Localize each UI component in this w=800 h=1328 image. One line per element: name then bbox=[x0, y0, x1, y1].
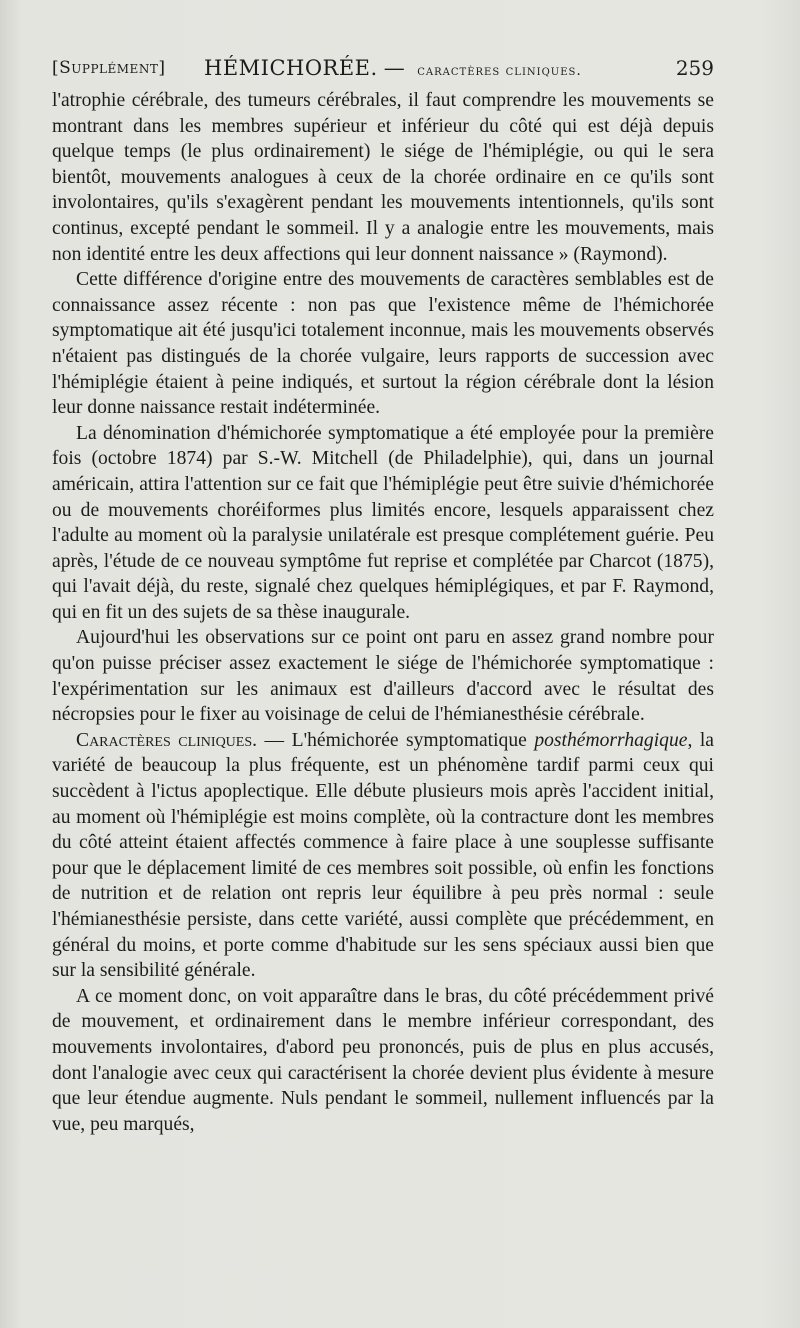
paragraph-2 bbox=[52, 267, 714, 421]
body-text bbox=[52, 88, 714, 1137]
header-title-group bbox=[204, 56, 582, 80]
page-number: 259 bbox=[675, 56, 714, 80]
header-section-label: [Supplément] bbox=[52, 58, 166, 78]
paragraph-1 bbox=[52, 88, 714, 267]
paragraph-text: A ce moment donc, on voit apparaître dans le bras, du côté précédemment privé de mouvement, et ordinairement dans le membre inférieur correspondant, des mouvements involontaires, d'abord peu prononcés, puis de plus en plus accusés, dont l'analogie avec ceux qui caractérisent la chorée devient plus évidente à mesure que leur étendue augmente. Nuls pendant le sommeil, nullement influencés par la vue, peu marqués, bbox=[52, 985, 714, 1135]
paragraph-3 bbox=[52, 421, 714, 626]
header-dash: — bbox=[383, 56, 406, 80]
paragraph-6 bbox=[52, 984, 714, 1138]
paragraph-text: Cette différence d'origine entre des mouvements de caractères semblables est de connaissance assez récente : non pas que l'existence même de l'hémichorée symptomatique ait été jusqu'ici totalement inconnue, mais les mouvements observés n'étaient pas distingués de la chorée vulgaire, leurs rapports de succession avec l'hémiplégie étaient à peine indiqués, et surtout la région cérébrale dont la lésion leur donne naissance restait indéterminée. bbox=[52, 269, 714, 419]
paragraph-text: Aujourd'hui les observations sur ce point ont paru en assez grand nombre pour qu'on puisse préciser assez exactement le siége de l'hémichorée symptomatique : l'expérimentation sur les animaux est d'ailleurs d'accord avec le résultat des nécropsies pour le fixer au voisinage de celui de l'hémianesthésie cérébrale. bbox=[52, 627, 714, 726]
paragraph-text: l'atrophie cérébrale, des tumeurs cérébrales, il faut comprendre les mouvements se montrant dans les membres supérieur et inférieur du côté qui est déjà depuis quelque temps (le plus ordinairement) le siége de l'hémiplégie, ou qui le sera bientôt, mouvements analogues à ceux de la chorée ordinaire en ce qu'ils sont involontaires, qu'ils s'exagèrent pendant les mouvements intentionnels, qu'ils sont continus, excepté pendant le sommeil. Il y a analogie entre les mouvements, mais non identité entre les deux affections qui leur donnent naissance » (Raymond). bbox=[52, 90, 714, 265]
header-title: HÉMICHORÉE. bbox=[204, 56, 378, 80]
paragraph-text: La dénomination d'hémichorée symptomatique a été employée pour la première fois (octobre 1874) par S.-W. Mitchell (de Philadelphie), qui, dans un journal américain, attira l'attention sur ce fait que l'hémiplégie peut être suivie d'hémichorée ou de mouvements choréiformes plus limités encore, lesquels apparaissent chez l'adulte au moment où la paralysie unilatérale est presque complétement guérie. Peu après, l'étude de ce nouveau symptôme fut reprise et complétée par Charcot (1875), qui l'avait déjà, du reste, signalé chez quelques hémiplégiques, et par F. Raymond, qui en fit un des sujets de sa thèse inaugurale. bbox=[52, 422, 714, 623]
header-subtitle: caractères cliniques. bbox=[417, 63, 582, 79]
paragraph-text: , la variété de beaucoup la plus fréquente, est un phénomène tardif parmi ceux qui succèdent à l'ictus apoplectique. Elle débute plusieurs mois après l'accident initial, au moment où l'hémiplégie est moins complète, où la contracture dont les membres du côté atteint étaient affectés commence à faire place à une souplesse suffisante pour que le déplacement limité de ces membres soit possible, où enfin les fonctions de nutrition et de relation ont repris leur équilibre à peu près normal : seule l'hémianesthésie persiste, dans cette variété, aussi complète que précédemment, en général du moins, et porte comme d'habitude sur les sens spéciaux aussi bien que sur la sensibilité générale. bbox=[52, 729, 714, 982]
paragraph-5 bbox=[52, 728, 714, 984]
section-heading-inline: Caractères cliniques. bbox=[76, 729, 258, 751]
italic-term: posthémorrhagique bbox=[534, 729, 688, 751]
running-header bbox=[52, 56, 714, 86]
paragraph-lead: — L'hémichorée symptomatique bbox=[257, 729, 535, 751]
paragraph-4 bbox=[52, 625, 714, 727]
